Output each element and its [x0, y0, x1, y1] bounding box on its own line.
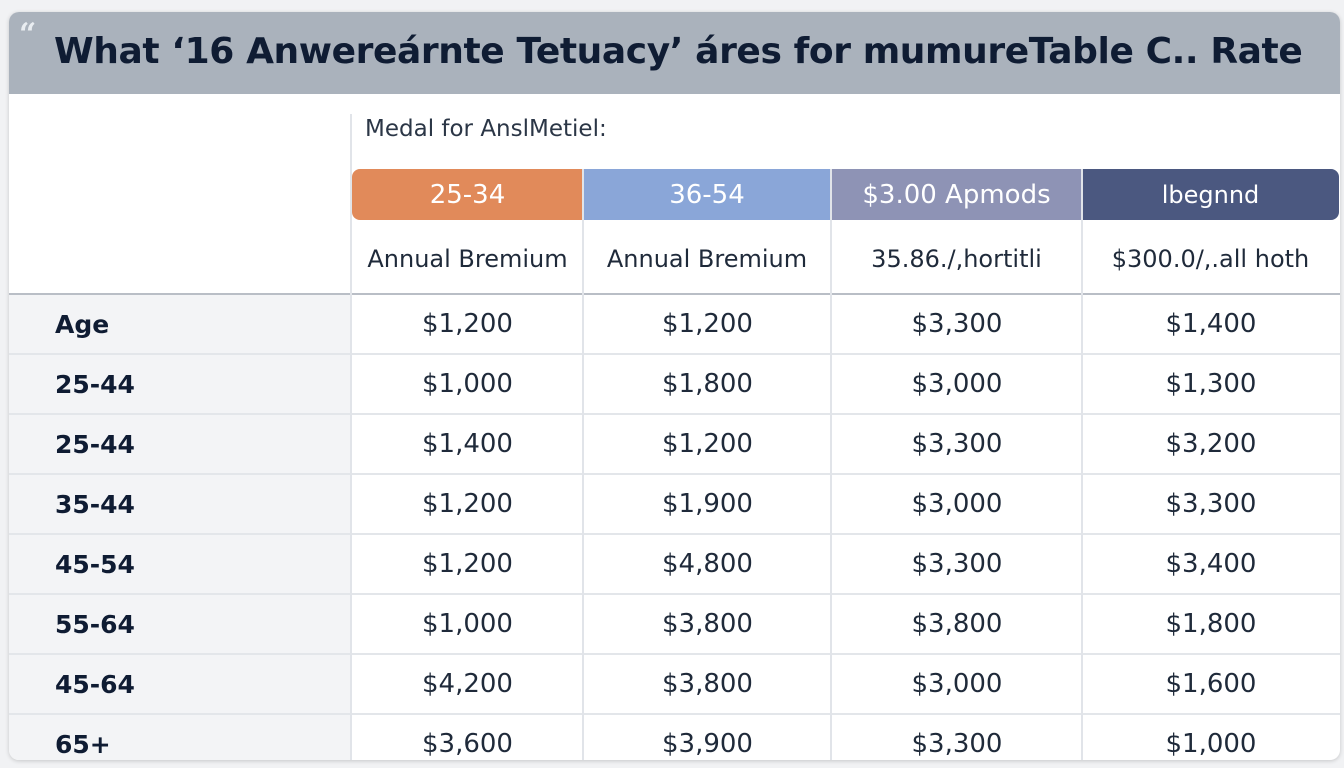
table-cell: $1,200 [422, 489, 513, 519]
table-row [9, 655, 1340, 715]
table-cell: $1,400 [422, 429, 513, 459]
table-cell: $1,600 [1165, 669, 1257, 699]
column-divider [1081, 169, 1083, 760]
table-row [9, 355, 1340, 415]
row-label: 35-44 [55, 489, 135, 519]
table-cell: $1,200 [662, 429, 753, 459]
sub-header-3: 35.86./,hortitli [871, 245, 1042, 273]
table-cell: $4,800 [662, 549, 753, 579]
row-label: 25-44 [55, 429, 135, 459]
table-row [9, 595, 1340, 655]
sub-header-4: $300.0/,.all hoth [1111, 245, 1310, 273]
column-header-2: 36-54 [583, 169, 831, 220]
column-header-3: $3.00 Apmods [831, 169, 1082, 220]
rate-table-card [9, 12, 1340, 760]
row-label: 45-54 [55, 549, 135, 579]
table-cell: $1,200 [422, 309, 513, 339]
table-row [9, 415, 1340, 475]
table-cell: $3,800 [662, 609, 753, 639]
row-label: 45-64 [55, 669, 135, 699]
table-cell: $3,000 [911, 369, 1003, 399]
quote-icon: “ [19, 17, 37, 52]
table-row [9, 295, 1340, 355]
table-cell: $3,300 [911, 549, 1003, 579]
table-cell: $1,000 [422, 369, 513, 399]
table-cell: $3,300 [911, 729, 1003, 759]
table-row [9, 475, 1340, 535]
table-cell: $1,900 [662, 489, 753, 519]
table-cell: $1,300 [1165, 369, 1257, 399]
column-header-4: lbegnnd [1082, 169, 1339, 220]
table-cell: $1,000 [422, 609, 513, 639]
row-label: 65+ [55, 729, 111, 759]
table-cell: $1,000 [1165, 729, 1257, 759]
table-cell: $3,300 [1165, 489, 1257, 519]
column-divider [350, 114, 352, 760]
sub-header-1: Annual Bremium [367, 245, 568, 273]
row-label: Age [55, 309, 110, 339]
table-body [9, 295, 1340, 760]
table-cell: $3,200 [1165, 429, 1257, 459]
table-row [9, 535, 1340, 595]
table-cell: $1,200 [662, 309, 753, 339]
column-divider [830, 169, 832, 760]
page-title: What ‘16 Anwereárnte Tetuacy’ áres for mumureTable C.. Rate [54, 31, 1303, 72]
table-cell: $1,800 [662, 369, 753, 399]
column-header-1: 25-34 [352, 169, 583, 220]
table-cell: $1,400 [1165, 309, 1257, 339]
table-cell: $1,800 [1165, 609, 1257, 639]
table-cell: $3,000 [911, 669, 1003, 699]
table-cell: $3,000 [911, 489, 1003, 519]
table-cell: $3,900 [662, 729, 753, 759]
group-caption: Medal for AnslMetiel: [365, 116, 607, 142]
table-cell: $4,200 [422, 669, 513, 699]
column-divider [582, 169, 584, 760]
table-cell: $3,300 [911, 309, 1003, 339]
row-label: 55-64 [55, 609, 135, 639]
table-cell: $3,300 [911, 429, 1003, 459]
table-cell: $3,800 [662, 669, 753, 699]
table-cell: $3,800 [911, 609, 1003, 639]
table-cell: $3,400 [1165, 549, 1257, 579]
table-row [9, 715, 1340, 760]
sub-header-2: Annual Bremium [606, 245, 808, 273]
table-cell: $1,200 [422, 549, 513, 579]
title-bar [9, 12, 1340, 94]
row-label: 25-44 [55, 369, 135, 399]
table-cell: $3,600 [422, 729, 513, 759]
